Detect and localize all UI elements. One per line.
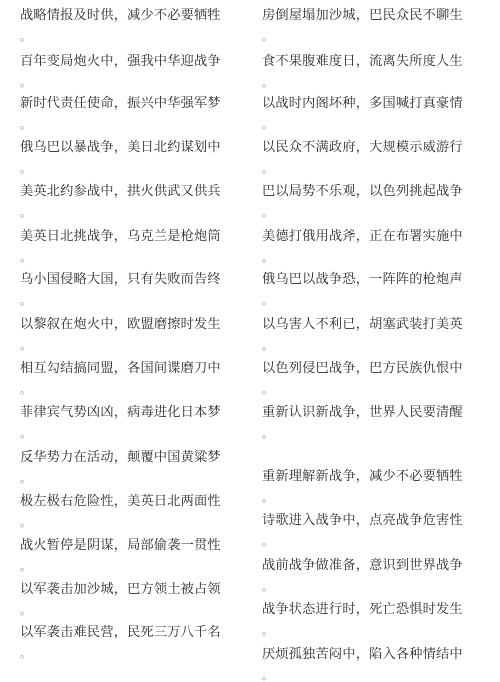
line-end-mark: 。 (20, 472, 31, 485)
poem-line: 以色列侵巴战争，巴方民族仇恨中 (262, 361, 463, 376)
line-end-mark: 。 (20, 339, 31, 352)
poem-line: 以军袭击加沙城，巴方领土被占领 (20, 582, 221, 597)
line-end-mark: 。 (20, 604, 31, 617)
poem-line: 反华势力在活动，颠覆中国黄粱梦 (20, 450, 221, 465)
poem-line: 以战时内阁坏种，多国喊打真豪情 (262, 96, 463, 111)
poem-line: 诗歌进入战争中，点亮战争危害性 (262, 513, 463, 528)
line-end-mark: 。 (262, 535, 273, 548)
poem-line: 美德打俄用战斧，正在布署实施中 (262, 229, 463, 244)
poem-line: 美英北约参战中，拱火供武又供兵 (20, 184, 221, 199)
line-end-mark: 。 (20, 294, 31, 307)
poem-line: 俄乌巴以暴战争，美日北约谋划中 (20, 140, 221, 155)
line-end-mark: 。 (20, 30, 31, 43)
line-end-mark: 。 (262, 669, 273, 682)
poem-line: 以军袭击难民营，民死三万八千名 (20, 625, 221, 640)
poem-line: 新时代责任使命，振兴中华强军梦 (20, 96, 221, 111)
line-end-mark: 。 (262, 294, 273, 307)
line-end-mark: 。 (20, 76, 31, 89)
poem-line: 以黎叙在炮火中，欧盟磨擦时发生 (20, 317, 221, 332)
line-end-mark: 。 (262, 491, 273, 504)
poem-line: 以乌害人不利已，胡塞武装打美英 (262, 317, 463, 332)
poem-line: 战争状态进行时，死亡恐惧时发生 (262, 602, 463, 617)
poem-line: 食不果腹难度日，流离失所度人生 (262, 54, 463, 69)
line-end-mark: 。 (20, 427, 31, 440)
line-end-mark: 。 (20, 118, 31, 131)
line-end-mark: 。 (20, 560, 31, 573)
poem-line: 战火暂停是阴谋，局部偷袭一贯性 (20, 538, 221, 553)
line-end-mark: 。 (20, 647, 31, 660)
poem-line: 百年变局炮火中，强我中华迎战争 (20, 54, 221, 69)
poem-line: 巴以局势不乐观，以色列挑起战争 (262, 184, 463, 199)
line-end-mark: 。 (262, 339, 273, 352)
poem-line: 菲律宾气势凶凶，病毒进化日本梦 (20, 405, 221, 420)
poem-line: 极左极右危险性，美英日北两面性 (20, 494, 221, 509)
poem-line: 以民众不满政府，大规模示威游行 (262, 140, 463, 155)
line-end-mark: 。 (262, 30, 273, 43)
line-end-mark: 。 (262, 118, 273, 131)
poem-line: 房倒屋塌加沙城，巴民众民不聊生 (262, 8, 463, 23)
line-end-mark: 。 (20, 162, 31, 175)
line-end-mark: 。 (262, 162, 273, 175)
poem-line: 俄乌巴以战争恐，一阵阵的枪炮声 (262, 272, 463, 287)
line-end-mark: 。 (262, 580, 273, 593)
poem-line: 战略情报及时供，减少不必要牺牲 (20, 8, 221, 23)
poem-line: 重新认识新战争，世界人民要清醒 (262, 405, 463, 420)
line-end-mark: 。 (262, 76, 273, 89)
line-end-mark: 。 (262, 624, 273, 637)
poem-line: 美英日北挑战争，乌克兰是枪炮筒 (20, 229, 221, 244)
line-end-mark: 。 (262, 206, 273, 219)
line-end-mark: 。 (262, 427, 273, 440)
poem-line: 相互勾结搞同盟，各国间谍磨刀中 (20, 361, 221, 376)
poem-line: 乌小国侵略大国，只有失败而告终 (20, 272, 221, 287)
line-end-mark: 。 (20, 516, 31, 529)
line-end-mark: 。 (262, 383, 273, 396)
line-end-mark: 。 (20, 251, 31, 264)
poem-line: 战前战争做准备，意识到世界战争 (262, 558, 463, 573)
line-end-mark: 。 (262, 251, 273, 264)
line-end-mark: 。 (20, 206, 31, 219)
poem-line: 重新理解新战争，减少不必要牺牲 (262, 469, 463, 484)
line-end-mark: 。 (20, 383, 31, 396)
poem-line: 厌烦孤独苦闷中，陷入各种情结中 (262, 647, 463, 662)
